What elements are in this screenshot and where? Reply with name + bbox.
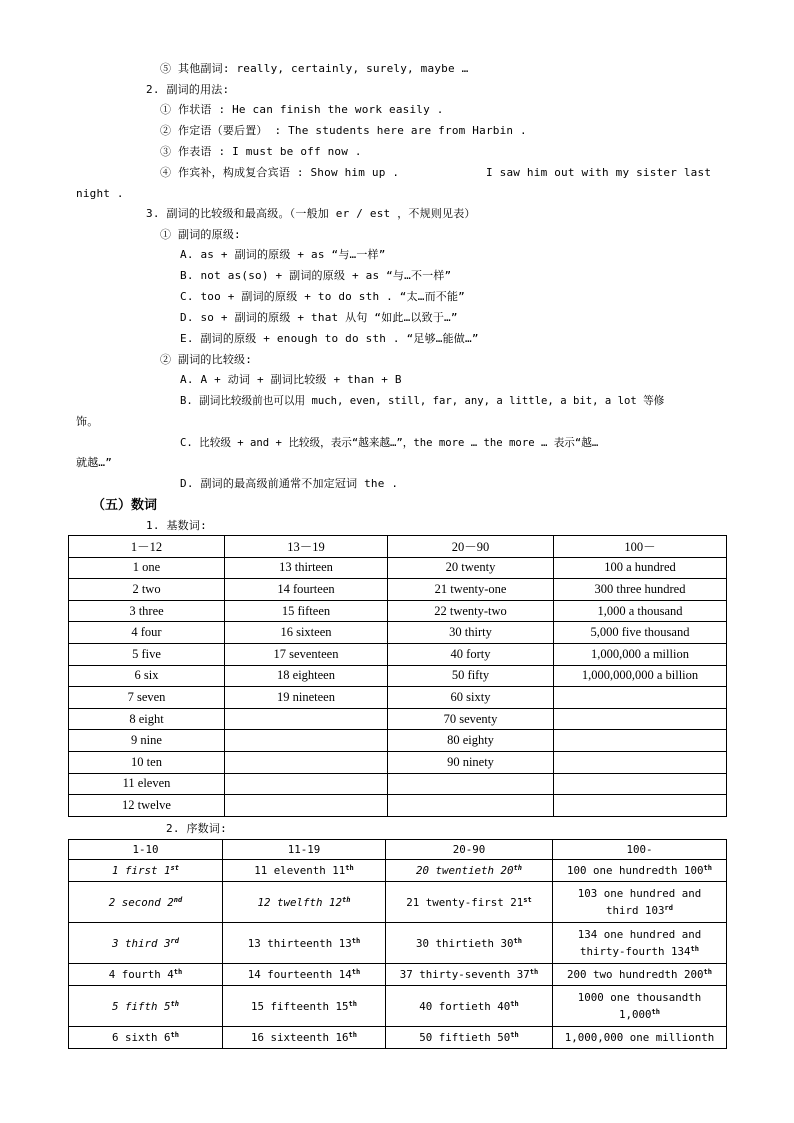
header-cell: 13－19 — [225, 536, 388, 558]
subsection-cardinal: 1. 基数词: — [146, 519, 207, 532]
ordinal-cell: 1,000,000 one millionth — [553, 1027, 727, 1049]
cardinal-cell: 17 seventeen — [225, 643, 388, 665]
cardinal-cell — [554, 730, 727, 752]
table-row — [69, 986, 727, 1027]
cardinal-cell — [225, 708, 388, 730]
ordinal-cell: 15 fifteenth 15th — [223, 986, 386, 1027]
cardinal-cell — [554, 773, 727, 795]
cardinal-cell: 15 fifteen — [225, 600, 388, 622]
ordinal-cell: 2 second 2nd — [69, 882, 223, 923]
header-cell: 1-10 — [69, 840, 223, 860]
cardinal-cell: 20 twenty — [388, 557, 554, 579]
positive-b: B. not as(so) + 副词的原级 + as “与…不一样” — [180, 269, 452, 282]
cardinal-cell: 1,000,000 a million — [554, 643, 727, 665]
ordinal-cell: 1 first 1st — [69, 860, 223, 882]
cardinal-cell — [225, 751, 388, 773]
usage-object-complement: ④ 作宾补，构成复合宾语 : Show him up . — [160, 166, 400, 179]
cardinal-cell: 18 eighteen — [225, 665, 388, 687]
table-header-row — [69, 536, 727, 558]
table-row — [69, 923, 727, 964]
cardinal-cell: 6 six — [69, 665, 225, 687]
cardinal-cell: 70 seventy — [388, 708, 554, 730]
usage-attributive: ② 作定语（要后置） : The students here are from Harbin . — [160, 124, 527, 137]
header-cell: 1－12 — [69, 536, 225, 558]
table-row — [69, 795, 727, 817]
ordinal-cell: 3 third 3rd — [69, 923, 223, 964]
cardinal-cell: 8 eight — [69, 708, 225, 730]
table-row — [69, 557, 727, 579]
cardinal-cell: 22 twenty-two — [388, 600, 554, 622]
subsection-ordinal: 2. 序数词: — [166, 822, 227, 835]
cardinal-cell: 30 thirty — [388, 622, 554, 644]
ordinal-numbers-table — [68, 839, 727, 1049]
cardinal-cell — [225, 795, 388, 817]
cardinal-cell: 10 ten — [69, 751, 225, 773]
cardinal-cell — [554, 751, 727, 773]
ordinal-cell: 13 thirteenth 13th — [223, 923, 386, 964]
header-cell: 20－90 — [388, 536, 554, 558]
ordinal-cell: 16 sixteenth 16th — [223, 1027, 386, 1049]
cardinal-cell: 14 fourteen — [225, 579, 388, 601]
cardinal-numbers-table — [68, 535, 727, 817]
cardinal-cell: 13 thirteen — [225, 557, 388, 579]
positive-a: A. as + 副词的原级 + as “与…一样” — [180, 248, 386, 261]
cardinal-cell: 90 ninety — [388, 751, 554, 773]
superlative-note: D. 副词的最高级前通常不加定冠词 the . — [180, 477, 399, 490]
ordinal-cell: 14 fourteenth 14th — [223, 964, 386, 986]
cardinal-cell — [554, 795, 727, 817]
comparative-b-wrap: 饰。 — [76, 415, 99, 428]
ordinal-cell: 100 one hundredth 100th — [553, 860, 727, 882]
table-row — [69, 964, 727, 986]
cardinal-cell: 50 fifty — [388, 665, 554, 687]
ordinal-cell: 12 twelfth 12th — [223, 882, 386, 923]
cardinal-cell — [554, 708, 727, 730]
header-cell: 11-19 — [223, 840, 386, 860]
ordinal-cell: 134 one hundred and thirty-fourth 134th — [553, 923, 727, 964]
cardinal-cell: 80 eighty — [388, 730, 554, 752]
positive-c: C. too + 副词的原级 + to do sth . “太…而不能” — [180, 290, 466, 303]
cardinal-cell: 21 twenty-one — [388, 579, 554, 601]
section-comparison: 3. 副词的比较级和最高级。（一般加 er / est ，不规则见表） — [146, 207, 476, 220]
comparative-heading: ② 副词的比较级: — [160, 353, 253, 366]
table-row — [69, 579, 727, 601]
table-row — [69, 730, 727, 752]
comparative-a: A. A + 动词 + 副词比较级 + than + B — [180, 373, 402, 386]
cardinal-cell: 60 sixty — [388, 687, 554, 709]
usage-object-complement-wrap: night . — [76, 187, 124, 200]
ordinal-cell: 11 eleventh 11th — [223, 860, 386, 882]
ordinal-cell: 40 fortieth 40th — [386, 986, 553, 1027]
cardinal-cell: 5,000 five thousand — [554, 622, 727, 644]
ordinal-cell: 6 sixth 6th — [69, 1027, 223, 1049]
table-row — [69, 665, 727, 687]
cardinal-cell: 3 three — [69, 600, 225, 622]
ordinal-cell: 21 twenty-first 21st — [386, 882, 553, 923]
cardinal-cell: 16 sixteen — [225, 622, 388, 644]
cardinal-cell: 2 two — [69, 579, 225, 601]
positive-degree-heading: ① 副词的原级: — [160, 228, 241, 241]
cardinal-cell: 1,000,000,000 a billion — [554, 665, 727, 687]
cardinal-cell — [388, 795, 554, 817]
ordinal-cell: 5 fifth 5th — [69, 986, 223, 1027]
table-row — [69, 1027, 727, 1049]
cardinal-cell: 4 four — [69, 622, 225, 644]
table-row — [69, 622, 727, 644]
cardinal-cell: 7 seven — [69, 687, 225, 709]
section-numerals: （五）数词 — [92, 498, 158, 513]
cardinal-cell: 100 a hundred — [554, 557, 727, 579]
section-adverb-usage: 2. 副词的用法: — [146, 83, 230, 96]
table-row — [69, 687, 727, 709]
adverb-type-other: ⑤ 其他副词: really, certainly, surely, maybe … — [160, 62, 469, 75]
table-row — [69, 751, 727, 773]
header-cell: 100- — [553, 840, 727, 860]
table-row — [69, 600, 727, 622]
cardinal-cell: 1,000 a thousand — [554, 600, 727, 622]
usage-adverbial: ① 作状语 : He can finish the work easily . — [160, 103, 444, 116]
ordinal-cell: 1000 one thousandth 1,000th — [553, 986, 727, 1027]
cardinal-cell — [554, 687, 727, 709]
ordinal-cell: 37 thirty-seventh 37th — [386, 964, 553, 986]
ordinal-cell: 103 one hundred and third 103rd — [553, 882, 727, 923]
cardinal-cell: 19 nineteen — [225, 687, 388, 709]
comparative-b: B. 副词比较级前也可以用 much, even, still, far, any, a little, a bit, a lot 等修 — [180, 395, 665, 407]
usage-object-complement-example: I saw him out with my sister last — [486, 166, 712, 179]
cardinal-cell — [388, 773, 554, 795]
ordinal-cell: 30 thirtieth 30th — [386, 923, 553, 964]
table-row — [69, 860, 727, 882]
cardinal-cell: 1 one — [69, 557, 225, 579]
positive-d: D. so + 副词的原级 + that 从句 “如此…以致于…” — [180, 311, 458, 324]
cardinal-cell — [225, 773, 388, 795]
usage-predicative: ③ 作表语 : I must be off now . — [160, 145, 362, 158]
comparative-c: C. 比较级 + and + 比较级，表示“越来越…”，the more … the more … 表示“越… — [180, 437, 599, 449]
cardinal-cell: 5 five — [69, 643, 225, 665]
cardinal-cell: 11 eleven — [69, 773, 225, 795]
positive-e: E. 副词的原级 + enough to do sth . “足够…能做…” — [180, 332, 479, 345]
ordinal-cell: 200 two hundredth 200th — [553, 964, 727, 986]
cardinal-cell: 40 forty — [388, 643, 554, 665]
header-cell: 20-90 — [386, 840, 553, 860]
table-row — [69, 708, 727, 730]
ordinal-cell: 4 fourth 4th — [69, 964, 223, 986]
table-row — [69, 882, 727, 923]
comparative-c-wrap: 就越…” — [76, 456, 113, 469]
cardinal-cell: 12 twelve — [69, 795, 225, 817]
cardinal-cell: 9 nine — [69, 730, 225, 752]
ordinal-cell: 20 twentieth 20th — [386, 860, 553, 882]
cardinal-cell — [225, 730, 388, 752]
table-row — [69, 643, 727, 665]
table-header-row — [69, 840, 727, 860]
cardinal-cell: 300 three hundred — [554, 579, 727, 601]
ordinal-cell: 50 fiftieth 50th — [386, 1027, 553, 1049]
table-row — [69, 773, 727, 795]
header-cell: 100－ — [554, 536, 727, 558]
